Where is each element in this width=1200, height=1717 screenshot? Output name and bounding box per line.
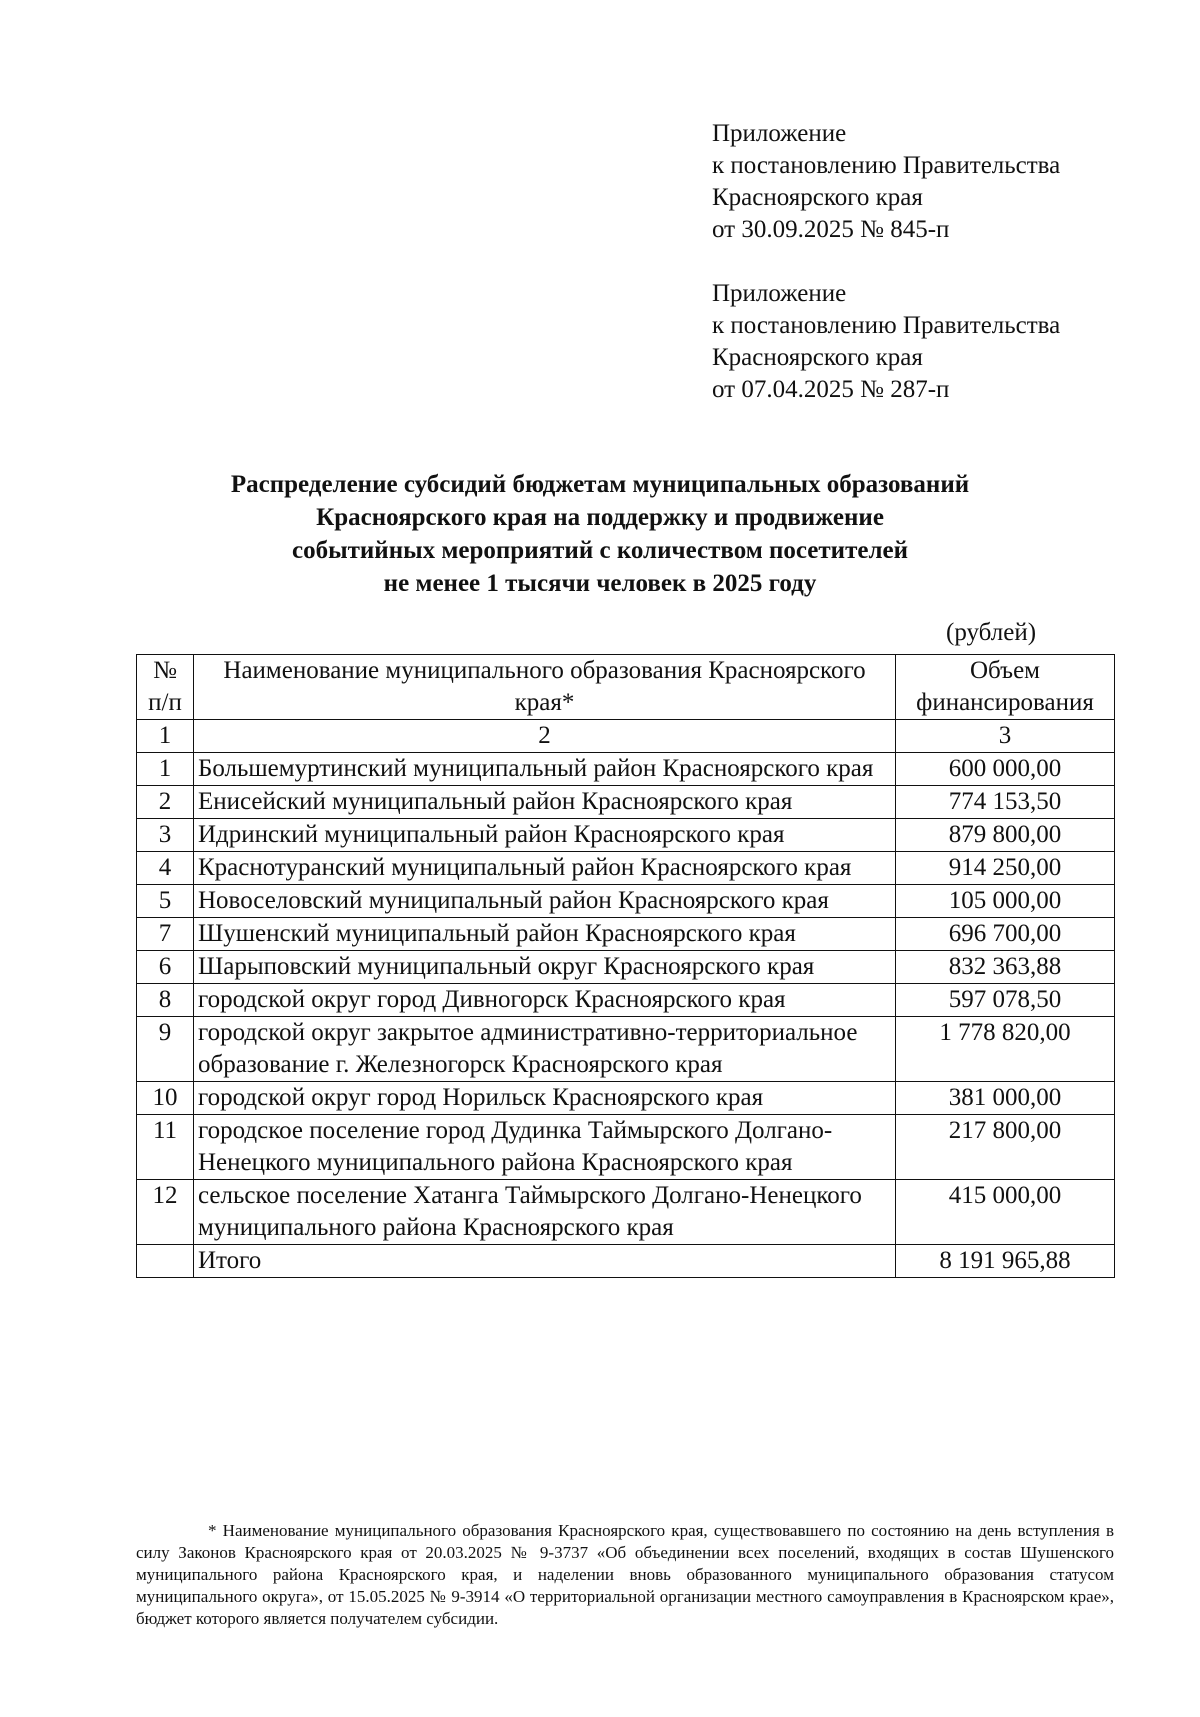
row-amount: 696 700,00 bbox=[896, 918, 1115, 951]
row-num: 10 bbox=[137, 1082, 194, 1115]
column-number-row bbox=[137, 720, 1115, 753]
row-amount: 105 000,00 bbox=[896, 885, 1115, 918]
row-num: 6 bbox=[137, 951, 194, 984]
appendix-line: от 30.09.2025 № 845-п bbox=[712, 216, 950, 243]
row-num: 1 bbox=[137, 753, 194, 786]
title-line: Распределение субсидий бюджетам муниципальных образований bbox=[230, 471, 970, 498]
table-row bbox=[137, 918, 1115, 951]
row-name: Краснотуранский муниципальный район Красноярского края bbox=[194, 852, 896, 885]
row-amount: 774 153,50 bbox=[896, 786, 1115, 819]
appendix-line: от 07.04.2025 № 287-п bbox=[712, 376, 950, 403]
row-num: 7 bbox=[137, 918, 194, 951]
total-label: Итого bbox=[194, 1245, 896, 1278]
row-num: 12 bbox=[137, 1180, 194, 1245]
row-num: 3 bbox=[137, 819, 194, 852]
table-row bbox=[137, 852, 1115, 885]
table-total-row bbox=[137, 1245, 1115, 1278]
total-num bbox=[137, 1245, 194, 1278]
table-row bbox=[137, 951, 1115, 984]
row-amount: 381 000,00 bbox=[896, 1082, 1115, 1115]
row-name: Енисейский муниципальный район Красноярского края bbox=[194, 786, 896, 819]
row-name: сельское поселение Хатанга Таймырского Долгано-Ненецкого муниципального района Красноярского края bbox=[194, 1180, 896, 1245]
title-line: событийных мероприятий с количеством посетителей bbox=[291, 537, 908, 564]
header-num: № п/п bbox=[137, 655, 194, 720]
appendix-header-original bbox=[712, 278, 1060, 406]
column-number: 1 bbox=[137, 720, 194, 753]
footnote-text: * Наименование муниципального образования Красноярского края, существовавшего по состоянию на день вступления в силу Законов Красноярского края от 20.03.2025 № 9-3737 «Об объединении всех поселений, входящих в состав Шушенского муниципального района Красноярского края, и наделении вновь образованного муниципального образования статусом муниципального округа», от 15.05.2025 № 9-3914 «О территориальной организации местного самоуправления в Красноярском крае», бюджет которого является получателем субсидии. bbox=[136, 1521, 1114, 1628]
header-name: Наименование муниципального образования Красноярского края* bbox=[194, 655, 896, 720]
table-row bbox=[137, 1017, 1115, 1082]
table-row bbox=[137, 786, 1115, 819]
appendix-line: к постановлению Правительства bbox=[712, 152, 1061, 179]
row-name: Новоселовский муниципальный район Красноярского края bbox=[194, 885, 896, 918]
total-amount: 8 191 965,88 bbox=[896, 1245, 1115, 1278]
row-amount: 1 778 820,00 bbox=[896, 1017, 1115, 1082]
appendix-line: Красноярского края bbox=[712, 344, 923, 371]
row-name: городской округ город Дивногорск Красноярского края bbox=[194, 984, 896, 1017]
table-header-row bbox=[137, 655, 1115, 720]
table-row bbox=[137, 1180, 1115, 1245]
table-row bbox=[137, 885, 1115, 918]
title-line: не менее 1 тысячи человек в 2025 году bbox=[383, 570, 817, 597]
table-row bbox=[137, 1082, 1115, 1115]
row-amount: 217 800,00 bbox=[896, 1115, 1115, 1180]
column-number: 3 bbox=[896, 720, 1115, 753]
row-name: Большемуртинский муниципальный район Красноярского края bbox=[194, 753, 896, 786]
row-amount: 879 800,00 bbox=[896, 819, 1115, 852]
row-amount: 832 363,88 bbox=[896, 951, 1115, 984]
row-amount: 415 000,00 bbox=[896, 1180, 1115, 1245]
appendix-line: к постановлению Правительства bbox=[712, 312, 1061, 339]
appendix-header-current bbox=[712, 118, 1060, 246]
row-amount: 600 000,00 bbox=[896, 753, 1115, 786]
table-row bbox=[137, 1115, 1115, 1180]
subsidy-table bbox=[136, 654, 1115, 1278]
footnote bbox=[136, 1520, 1114, 1630]
document-title bbox=[150, 468, 1050, 600]
column-number: 2 bbox=[194, 720, 896, 753]
row-name: Шарыповский муниципальный округ Красноярского края bbox=[194, 951, 896, 984]
row-amount: 597 078,50 bbox=[896, 984, 1115, 1017]
row-name: городское поселение город Дудинка Таймырского Долгано-Ненецкого муниципального района Красноярского края bbox=[194, 1115, 896, 1180]
row-num: 8 bbox=[137, 984, 194, 1017]
header-amount: Объем финансирования bbox=[896, 655, 1115, 720]
row-name: Шушенский муниципальный район Красноярского края bbox=[194, 918, 896, 951]
appendix-line: Красноярского края bbox=[712, 184, 923, 211]
appendix-line: Приложение bbox=[712, 280, 847, 307]
row-num: 2 bbox=[137, 786, 194, 819]
table-row bbox=[137, 984, 1115, 1017]
row-num: 11 bbox=[137, 1115, 194, 1180]
row-name: Идринский муниципальный район Красноярского края bbox=[194, 819, 896, 852]
row-name: городской округ закрытое административно-территориальное образование г. Железногорск Красноярского края bbox=[194, 1017, 896, 1082]
row-name: городской округ город Норильск Красноярского края bbox=[194, 1082, 896, 1115]
table-row bbox=[137, 819, 1115, 852]
row-num: 5 bbox=[137, 885, 194, 918]
row-amount: 914 250,00 bbox=[896, 852, 1115, 885]
title-line: Красноярского края на поддержку и продвижение bbox=[316, 504, 884, 531]
row-num: 4 bbox=[137, 852, 194, 885]
row-num: 9 bbox=[137, 1017, 194, 1082]
appendix-line: Приложение bbox=[712, 120, 847, 147]
table-row bbox=[137, 753, 1115, 786]
unit-note: (рублей) bbox=[946, 619, 1037, 646]
